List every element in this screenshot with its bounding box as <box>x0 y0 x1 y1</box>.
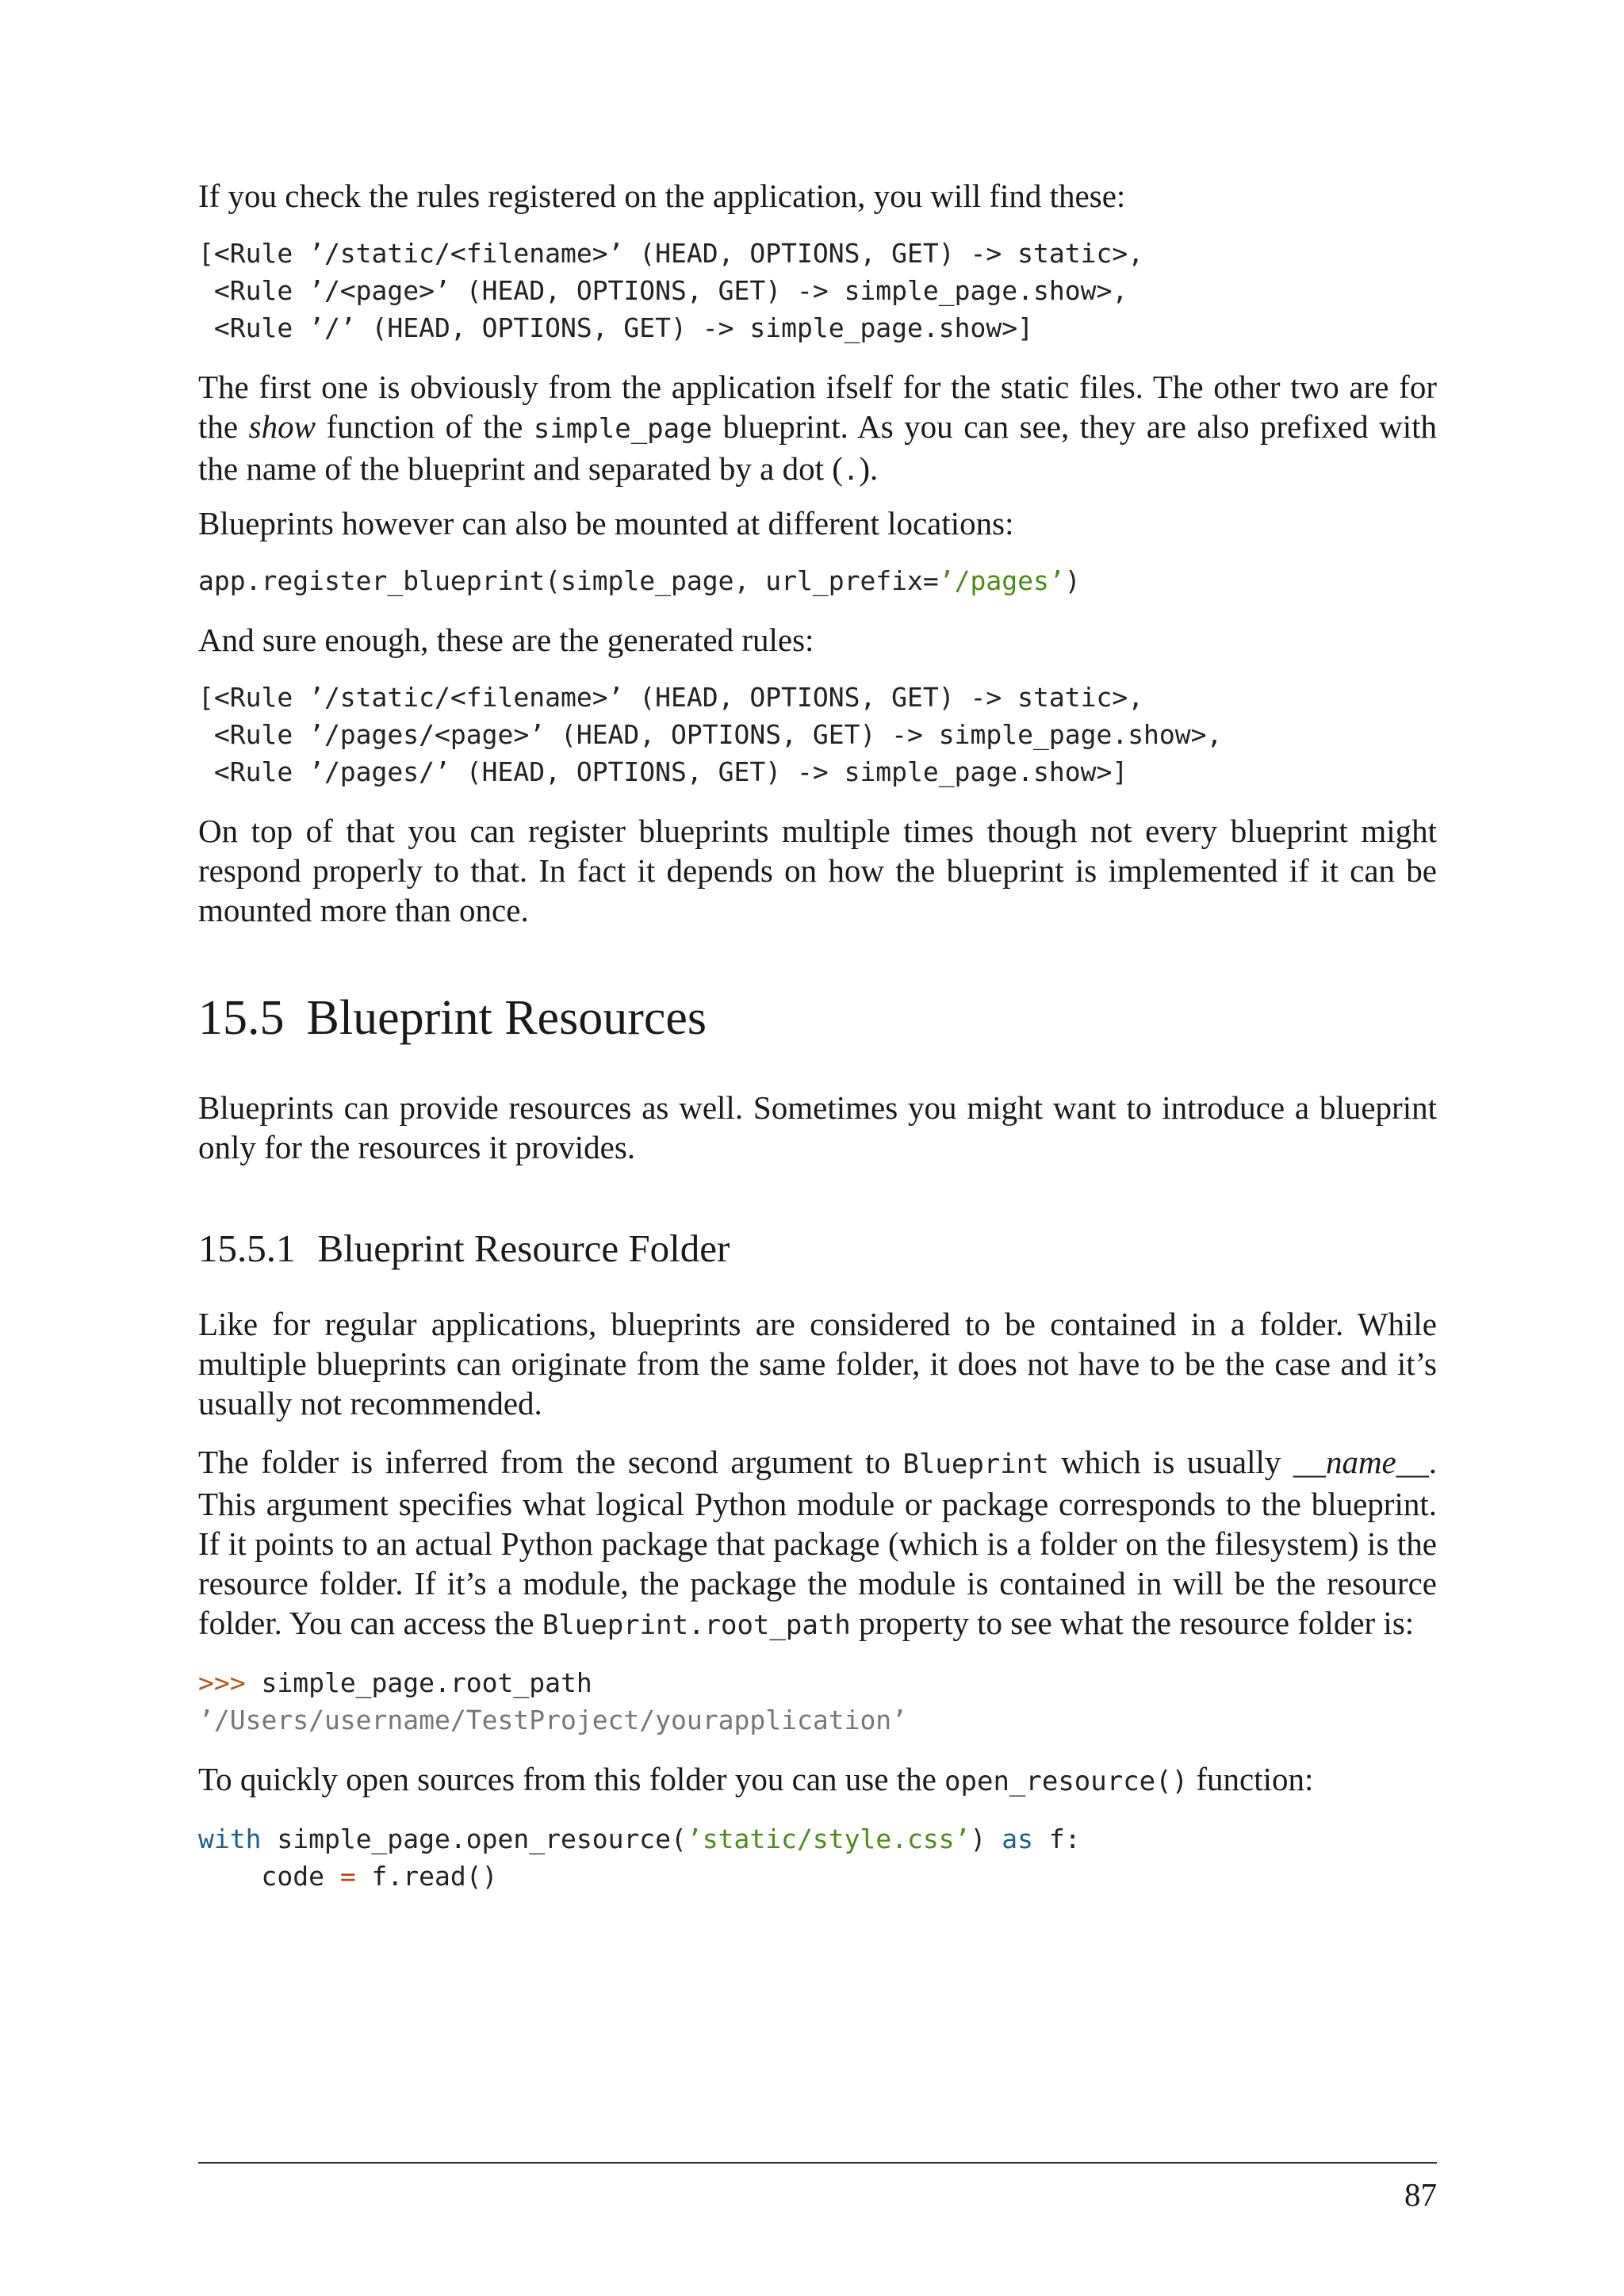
inline-code: Blueprint <box>902 1448 1049 1480</box>
first-rule-paragraph: The first one is obviously from the application ifself for the static files. The other two are for the show function of the simple_page blueprint. As you can see, they are also prefixed with the name of the blueprint and separated by a dot (.). <box>198 369 1437 487</box>
inferred-paragraph: The folder is inferred from the second argument to Blueprint which is usually __name__. This argument specifies what logical Python module or package corresponds to the blueprint. If it points to an actual Python package that package (which is a folder on the filesystem) is the resource folder. If it’s a module, the package the module is contained in will be the resource folder. You can access the Blueprint.root_path property to see what the resource folder is: <box>198 1444 1437 1641</box>
root-path-code-block: >>> simple_page.root_path ’/Users/username/TestProject/yourapplication’ <box>198 1664 1437 1739</box>
show-emphasis: show <box>248 408 316 445</box>
section-heading: 15.5 Blueprint Resources <box>198 991 707 1045</box>
generated-paragraph: And sure enough, these are the generated rules: <box>198 622 814 658</box>
open-resource-paragraph: To quickly open sources from this folder you can use the open_resource() function: <box>198 1761 1314 1797</box>
register-code-block: app.register_blueprint(simple_page, url_prefix=’/pages’) <box>198 565 1081 596</box>
name-emphasis: __name__ <box>1293 1444 1429 1480</box>
code-line: <Rule ’/’ (HEAD, OPTIONS, GET) -> simple_page.show>] <box>198 312 1033 343</box>
code-line: <Rule ’/pages/’ (HEAD, OPTIONS, GET) -> simple_page.show>] <box>198 756 1128 787</box>
multiple-paragraph: On top of that you can register blueprints multiple times though not every blueprint might respond properly to that. In fact it depends on how the blueprint is implemented if it can be mounted more than once. <box>198 813 1437 928</box>
folder-paragraph: Like for regular applications, blueprints are considered to be contained in a folder. While multiple blueprints can originate from the same folder, it does not have to be the case and it’s usually not recommended. <box>198 1306 1437 1422</box>
mounted-paragraph: Blueprints however can also be mounted at different locations: <box>198 505 1014 541</box>
rules-code-block-1 <box>198 235 1437 346</box>
prompt-marker: >>> <box>198 1667 246 1698</box>
inline-code: simple_page <box>533 413 713 445</box>
code-line: <Rule ’/pages/<page>’ (HEAD, OPTIONS, GET) -> simple_page.show>, <box>198 719 1223 750</box>
inline-code: Blueprint.root_path <box>542 1609 851 1641</box>
code-output: ’/Users/username/TestProject/yourapplication’ <box>198 1705 908 1735</box>
inline-code: open_resource() <box>944 1766 1189 1797</box>
inline-code: . <box>842 455 860 487</box>
code-line: <Rule ’/<page>’ (HEAD, OPTIONS, GET) -> simple_page.show>, <box>198 275 1128 306</box>
resources-paragraph: Blueprints can provide resources as well. Sometimes you might want to introduce a blueprint only for the resources it provides. <box>198 1089 1437 1165</box>
page-number: 87 <box>1404 2176 1437 2213</box>
open-resource-code-block: with simple_page.open_resource(’static/style.css’) as f: code = f.read() <box>198 1823 1081 1892</box>
footer-rule <box>198 2162 1437 2164</box>
rules-code-block-2 <box>198 679 1437 790</box>
intro-paragraph: If you check the rules registered on the application, you will find these: <box>198 178 1126 214</box>
code-line: [<Rule ’/static/<filename>’ (HEAD, OPTIONS, GET) -> static>, <box>198 238 1144 269</box>
code-line: [<Rule ’/static/<filename>’ (HEAD, OPTIONS, GET) -> static>, <box>198 682 1144 713</box>
subsection-heading: 15.5.1 Blueprint Resource Folder <box>198 1226 730 1270</box>
page-content <box>198 176 1437 1895</box>
